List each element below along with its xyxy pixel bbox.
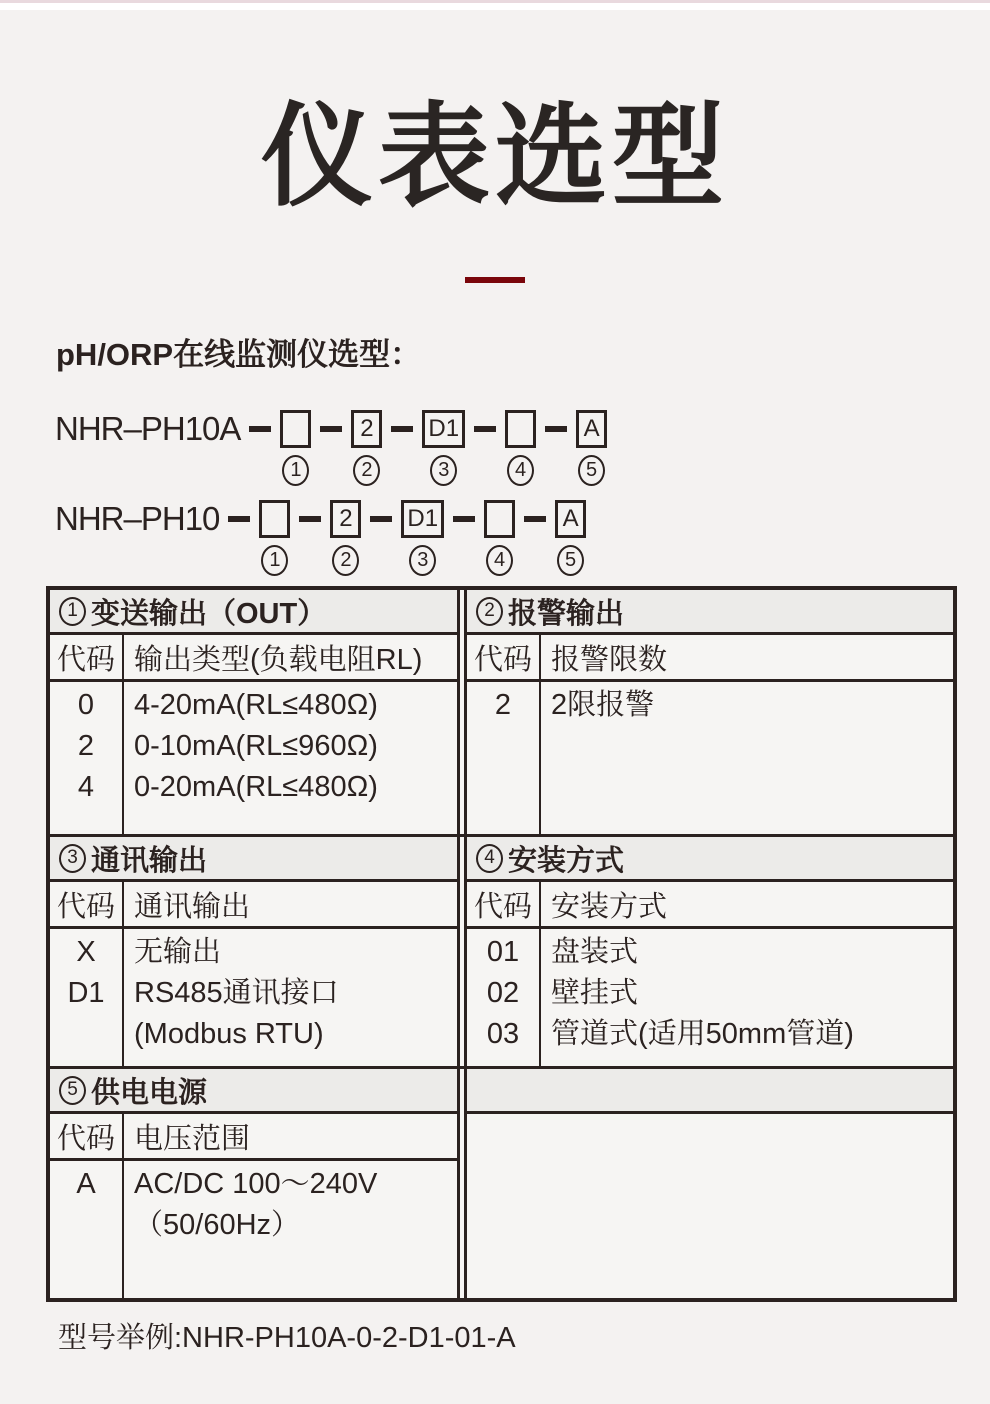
- table-middle-divider: [457, 1069, 467, 1298]
- table-middle-divider: [457, 590, 467, 834]
- code-header-cell: 代码: [50, 882, 124, 926]
- segment-number-badge: 2: [332, 545, 359, 576]
- code-value: 2: [77, 730, 95, 763]
- segment-number-badge: 1: [282, 455, 309, 486]
- desc-header-cell: 安装方式: [551, 890, 668, 923]
- code-value: D1: [67, 977, 105, 1010]
- desc-header-cell: 通讯输出: [134, 890, 251, 923]
- code-value: 4: [77, 771, 95, 804]
- desc-value: 壁挂式: [551, 977, 639, 1010]
- section-title: 安装方式: [508, 844, 625, 877]
- dash-separator: [249, 426, 271, 432]
- code-value: 03: [486, 1018, 520, 1051]
- section-title: 供电电源: [91, 1076, 208, 1109]
- section-2-alarm-output: [467, 590, 953, 834]
- model-segment-1: [259, 500, 290, 576]
- section-title: 报警输出: [508, 597, 625, 630]
- section-1-transmit-output: [50, 590, 457, 834]
- table-band-1: [50, 590, 953, 834]
- code-box: [280, 410, 311, 448]
- desc-value: (Modbus RTU): [134, 1018, 324, 1051]
- section-number-badge: 5: [59, 1076, 86, 1105]
- desc-value: RS485通讯接口: [134, 977, 339, 1010]
- dash-separator: [453, 516, 475, 522]
- section-title: 变送输出（OUT）: [91, 597, 327, 630]
- desc-column: [124, 682, 457, 834]
- code-column: [50, 1161, 124, 1298]
- model-segment-4: [484, 500, 515, 576]
- section-2-rows: [467, 682, 953, 834]
- section-2-column-headers: [467, 635, 953, 682]
- table-band-2: [50, 834, 953, 1066]
- code-column: [467, 682, 541, 834]
- model-segment-5: [555, 500, 586, 576]
- model-name: NHR–PH10A: [55, 410, 241, 448]
- code-header-cell: 代码: [50, 635, 124, 679]
- code-box: [505, 410, 536, 448]
- desc-header-cell: 输出类型(负载电阻RL): [134, 643, 423, 676]
- desc-value: 管道式(适用50mm管道): [551, 1018, 854, 1051]
- desc-column: [541, 682, 953, 834]
- title-divider: [465, 277, 525, 283]
- section-2-header: [467, 590, 953, 635]
- desc-value: 2限报警: [551, 689, 655, 722]
- section-3-rows: [50, 929, 457, 1066]
- section-3-column-headers: [50, 882, 457, 929]
- section-number-badge: 3: [59, 844, 86, 873]
- segment-number-badge: 2: [353, 455, 380, 486]
- dash-separator: [545, 426, 567, 432]
- model-segment-5: [576, 410, 607, 486]
- desc-column: [541, 929, 953, 1066]
- code-box: [259, 500, 290, 538]
- dash-separator: [228, 516, 250, 522]
- section-5-rows: [50, 1161, 457, 1298]
- page-title: 仪表选型: [261, 94, 729, 219]
- desc-value: 无输出: [134, 936, 222, 969]
- model-segment-4: [505, 410, 536, 486]
- code-header-cell: 代码: [467, 635, 541, 679]
- desc-header-cell: 报警限数: [551, 643, 668, 676]
- dash-separator: [474, 426, 496, 432]
- section-title: 通讯输出: [91, 844, 208, 877]
- code-header-cell: 代码: [50, 1114, 124, 1158]
- desc-value: 0-10mA(RL≤960Ω): [134, 730, 378, 763]
- code-box: D1: [401, 500, 444, 538]
- segment-number-badge: 5: [557, 545, 584, 576]
- selection-table: [46, 586, 957, 1302]
- table-middle-divider: [457, 837, 467, 1066]
- code-box: A: [576, 410, 607, 448]
- section-1-column-headers: [50, 635, 457, 682]
- empty-section-body: [467, 1114, 953, 1298]
- code-box: 2: [351, 410, 382, 448]
- dash-separator: [320, 426, 342, 432]
- segment-number-badge: 3: [430, 455, 457, 486]
- code-value: 0: [77, 689, 95, 722]
- segment-number-badge: 5: [578, 455, 605, 486]
- code-value: 01: [486, 936, 520, 969]
- section-4-column-headers: [467, 882, 953, 929]
- desc-value: 0-20mA(RL≤480Ω): [134, 771, 378, 804]
- empty-section-header: [467, 1069, 953, 1114]
- dash-separator: [524, 516, 546, 522]
- model-segment-3: [401, 500, 444, 576]
- section-number-badge: 2: [476, 597, 503, 626]
- section-5-column-headers: [50, 1114, 457, 1161]
- model-segment-3: [422, 410, 465, 486]
- code-column: [467, 929, 541, 1066]
- model-diagram-row-1: [55, 410, 990, 486]
- code-header-cell: 代码: [467, 882, 541, 926]
- dash-separator: [299, 516, 321, 522]
- section-4-mounting-style: [467, 837, 953, 1066]
- section-4-header: [467, 837, 953, 882]
- model-segment-2: [330, 500, 361, 576]
- code-value: X: [76, 936, 96, 969]
- model-segment-2: [351, 410, 382, 486]
- dash-separator: [370, 516, 392, 522]
- desc-value: 盘装式: [551, 936, 639, 969]
- section-number-badge: 1: [59, 597, 86, 626]
- desc-value: AC/DC 100～240V: [134, 1168, 378, 1201]
- code-value: 02: [486, 977, 520, 1010]
- section-5-header: [50, 1069, 457, 1114]
- section-1-rows: [50, 682, 457, 834]
- code-column: [50, 682, 124, 834]
- section-4-rows: [467, 929, 953, 1066]
- model-segment-1: [280, 410, 311, 486]
- desc-column: [124, 1161, 457, 1298]
- top-strip-white: [0, 3, 990, 10]
- code-column: [50, 929, 124, 1066]
- segment-number-badge: 4: [486, 545, 513, 576]
- empty-section: [467, 1069, 953, 1298]
- segment-number-badge: 1: [261, 545, 288, 576]
- dash-separator: [391, 426, 413, 432]
- segment-number-badge: 3: [409, 545, 436, 576]
- model-diagram-row-2: [55, 500, 990, 576]
- model-example: 型号举例:NHR-PH10A-0-2-D1-01-A: [58, 1322, 516, 1355]
- segment-number-badge: 4: [507, 455, 534, 486]
- desc-value: （50/60Hz）: [134, 1209, 301, 1242]
- code-box: [484, 500, 515, 538]
- code-box: D1: [422, 410, 465, 448]
- code-box: 2: [330, 500, 361, 538]
- code-value: 2: [494, 689, 512, 722]
- section-3-header: [50, 837, 457, 882]
- section-number-badge: 4: [476, 844, 503, 873]
- desc-value: 4-20mA(RL≤480Ω): [134, 689, 378, 722]
- section-1-header: [50, 590, 457, 635]
- desc-column: [124, 929, 457, 1066]
- table-band-3: [50, 1066, 953, 1298]
- section-5-power-supply: [50, 1069, 457, 1298]
- model-name: NHR–PH10: [55, 500, 220, 538]
- section-3-communication-output: [50, 837, 457, 1066]
- section-heading: pH/ORP在线监测仪选型：: [56, 337, 422, 373]
- code-value: A: [76, 1168, 96, 1201]
- desc-header-cell: 电压范围: [134, 1122, 251, 1155]
- code-box: A: [555, 500, 586, 538]
